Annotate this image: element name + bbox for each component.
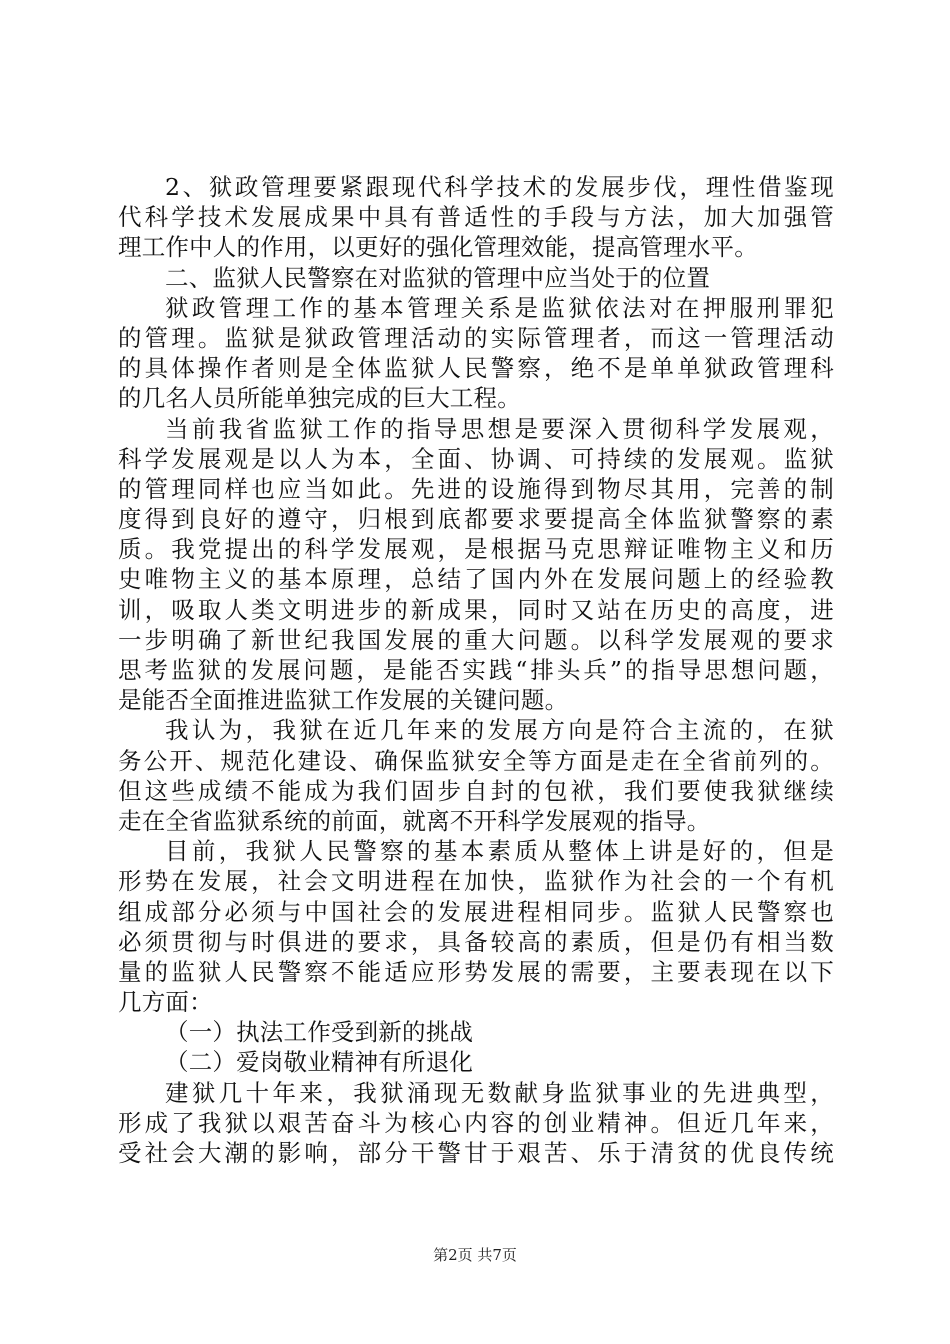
text-line: 的几名人员所能单独完成的巨大工程。 [118,384,521,413]
text-line: 当前我省监狱工作的指导思想是要深入贯彻科学发展观， [165,414,834,443]
text-line: 形势在发展，社会文明进程在加快，监狱作为社会的一个有机 [118,867,834,896]
text-line: 训，吸取人类文明进步的新成果，同时又站在历史的高度，进 [118,595,834,624]
text-line: 思考监狱的发展问题，是能否实践“排头兵”的指导思想问题， [118,656,834,684]
text-line: 一步明确了新世纪我国发展的重大问题。以科学发展观的要求 [118,625,834,654]
text-line: 组成部分必须与中国社会的发展进程相同步。监狱人民警察也 [118,897,834,926]
text-line: 几方面： [118,988,213,1017]
text-line: 形成了我狱以艰苦奋斗为核心内容的创业精神。但近几年来， [118,1108,834,1137]
text-line: 建狱几十年来，我狱涌现无数献身监狱事业的先进典型， [165,1078,834,1107]
text-line: 受社会大潮的影响，部分干警甘于艰苦、乐于清贫的优良传统 [118,1139,834,1167]
text-line: 史唯物主义的基本原理，总结了国内外在发展问题上的经验教 [118,565,834,594]
text-line: 目前，我狱人民警察的基本素质从整体上讲是好的，但是 [165,837,834,866]
text-line: 我认为，我狱在近几年来的发展方向是符合主流的，在狱 [165,716,834,745]
text-line: 走在全省监狱系统的前面，就离不开科学发展观的指导。 [118,806,711,835]
text-line: （一）执法工作受到新的挑战 [165,1018,474,1047]
text-line: 的具体操作者则是全体监狱人民警察，绝不是单单狱政管理科 [118,354,834,383]
text-line: 质。我党提出的科学发展观，是根据马克思辩证唯物主义和历 [118,535,834,564]
text-line: 度得到良好的遵守，归根到底都要求要提高全体监狱警察的素 [118,505,834,534]
text-line: 的管理同样也应当如此。先进的设施得到物尽其用，完善的制 [118,474,834,503]
text-line: 代科学技术发展成果中具有普适性的手段与方法，加大加强管 [118,203,834,232]
text-line: 务公开、规范化建设、确保监狱安全等方面是走在全省前列的。 [118,746,834,775]
page-number-footer: 第2页 共7页 [433,1246,517,1264]
text-line: 科学发展观是以人为本，全面、协调、可持续的发展观。监狱 [118,444,834,473]
text-line: 是能否全面推进监狱工作发展的关键问题。 [118,686,569,715]
text-line: （二）爱岗敬业精神有所退化 [165,1048,474,1077]
text-line: 量的监狱人民警察不能适应形势发展的需要，主要表现在以下 [118,957,834,986]
text-line: 2、狱政管理要紧跟现代科学技术的发展步伐，理性借鉴现 [165,173,834,201]
text-line: 但这些成绩不能成为我们固步自封的包袱，我们要使我狱继续 [118,776,834,805]
text-line: 理工作中人的作用，以更好的强化管理效能，提高管理水平。 [118,233,758,262]
document-body [118,172,834,1168]
text-line: 的管理。监狱是狱政管理活动的实际管理者，而这一管理活动 [118,323,834,352]
text-line: 狱政管理工作的基本管理关系是监狱依法对在押服刑罪犯 [165,293,834,322]
text-line: 二、监狱人民警察在对监狱的管理中应当处于的位置 [165,263,711,292]
text-line: 必须贯彻与时俱进的要求，具备较高的素质，但是仍有相当数 [118,927,834,956]
